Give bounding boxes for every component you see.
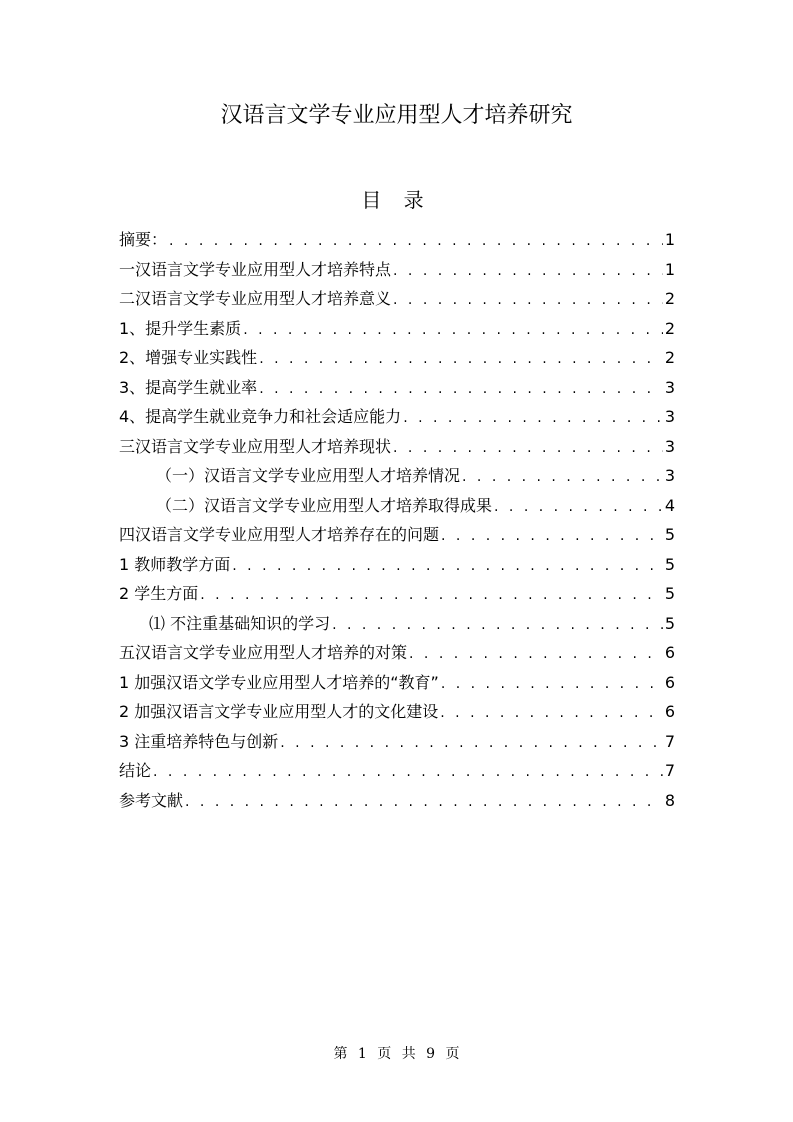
- toc-entry-text: 2 学生方面: [119, 584, 199, 603]
- toc-entry[interactable]: [119, 756, 675, 786]
- toc-entry[interactable]: [119, 727, 675, 757]
- toc-entry[interactable]: [119, 314, 675, 344]
- toc-entry-page-number: 1: [664, 259, 675, 279]
- toc-entry-page-number: 1: [664, 230, 675, 249]
- toc-dot-leader: [183, 788, 663, 818]
- toc-entry[interactable]: [119, 668, 675, 698]
- toc-dot-leader: [391, 286, 663, 316]
- toc-dot-leader: [151, 758, 663, 788]
- toc-entry-page-number: 3: [664, 436, 675, 456]
- toc-dot-leader: [391, 434, 663, 464]
- toc-entry[interactable]: [119, 697, 675, 727]
- toc-dot-leader: [439, 670, 663, 700]
- toc-entry-text: 二汉语言文学专业应用型人才培养意义: [119, 289, 392, 308]
- toc-entry[interactable]: [119, 255, 675, 285]
- toc-entry-text: 摘要：: [119, 230, 168, 249]
- toc-entry-page-number: 3: [664, 466, 675, 485]
- toc-dot-leader: [257, 375, 663, 405]
- toc-dot-leader: [391, 257, 663, 287]
- toc-entry-text: 三汉语言文学专业应用型人才培养现状: [119, 436, 392, 456]
- toc-entry-text: 四汉语言文学专业应用型人才培养存在的问题: [119, 525, 440, 544]
- toc-dot-leader: [407, 640, 663, 670]
- toc-dot-leader: [401, 404, 663, 434]
- toc-entry-text: 1、提升学生素质: [119, 318, 242, 338]
- toc-entry-page-number: 7: [664, 761, 675, 780]
- toc-entry-page-number: 6: [664, 643, 675, 662]
- toc-entry[interactable]: [119, 373, 675, 403]
- toc-entry-page-number: 2: [664, 348, 675, 367]
- toc-entry[interactable]: [119, 579, 675, 609]
- toc-dot-leader: [439, 522, 663, 552]
- toc-entry-page-number: 4: [664, 495, 675, 515]
- toc-entry-text: 4、提高学生就业竞争力和社会适应能力: [119, 407, 402, 426]
- toc-dot-leader: [460, 463, 663, 493]
- toc-dot-leader: [230, 552, 663, 582]
- toc-entry-page-number: 5: [664, 584, 675, 603]
- page-footer: 第 1 页 共 9 页: [333, 1046, 460, 1062]
- toc-entry[interactable]: [119, 638, 675, 668]
- toc-entry-page-number: 2: [664, 318, 675, 338]
- toc-dot-leader: [492, 493, 663, 523]
- toc-entry-page-number: 2: [664, 289, 675, 308]
- toc-entry-text: 2 加强汉语言文学专业应用型人才的文化建设: [119, 702, 439, 721]
- toc-entry-page-number: 3: [664, 377, 675, 397]
- toc-entry-text: 结论: [119, 761, 152, 780]
- toc-entry-text: 3 注重培养特色与创新: [119, 731, 279, 751]
- toc-entry-page-number: 5: [664, 554, 675, 574]
- toc-entry[interactable]: [119, 491, 675, 521]
- toc-entry-text: （二）汉语言文学专业应用型人才培养取得成果: [156, 495, 493, 515]
- toc-dot-leader: [438, 699, 663, 729]
- toc-entry-text: （一）汉语言文学专业应用型人才培养情况: [156, 466, 461, 485]
- toc-entry-page-number: 3: [664, 407, 675, 426]
- toc-entry[interactable]: [119, 343, 675, 373]
- toc-entry-text: 3、提高学生就业率: [119, 377, 258, 397]
- toc-dot-leader: [330, 611, 663, 641]
- toc-dot-leader: [241, 316, 663, 346]
- toc-entry[interactable]: [119, 284, 675, 314]
- toc-entry-page-number: 6: [664, 672, 675, 692]
- toc-entry[interactable]: [119, 520, 675, 550]
- toc-entry[interactable]: [119, 432, 675, 462]
- toc-entry-text: ⑴ 不注重基础知识的学习: [149, 613, 331, 633]
- toc-entry-text: 参考文献: [119, 790, 184, 810]
- document-title: 汉语言文学专业应用型人才培养研究: [220, 103, 573, 128]
- toc-entry[interactable]: [119, 225, 675, 255]
- toc-entry[interactable]: [119, 402, 675, 432]
- toc-entry-page-number: 7: [664, 731, 675, 751]
- toc-entry-page-number: 8: [664, 790, 675, 810]
- toc-entry-text: 2、增强专业实践性: [119, 348, 258, 367]
- toc-entry[interactable]: [119, 461, 675, 491]
- toc-entry[interactable]: [119, 786, 675, 816]
- toc-entry-text: 1 教师教学方面: [119, 554, 231, 574]
- toc-entry-page-number: 5: [664, 613, 675, 633]
- toc-dot-leader: [198, 581, 663, 611]
- toc-entry-text: 五汉语言文学专业应用型人才培养的对策: [119, 643, 408, 662]
- toc-entry-text: 一汉语言文学专业应用型人才培养特点: [119, 259, 392, 279]
- toc-dot-leader: [278, 729, 663, 759]
- toc-entry[interactable]: [119, 550, 675, 580]
- toc-heading: 目 录: [361, 188, 432, 212]
- toc-entry[interactable]: [119, 609, 675, 639]
- toc-dot-leader: [167, 227, 663, 257]
- toc-dot-leader: [257, 345, 663, 375]
- toc-entry-page-number: 5: [664, 525, 675, 544]
- table-of-contents: [119, 225, 675, 815]
- toc-entry-page-number: 6: [664, 702, 675, 721]
- toc-entry-text: 1 加强汉语文学专业应用型人才培养的“教育”: [119, 672, 439, 692]
